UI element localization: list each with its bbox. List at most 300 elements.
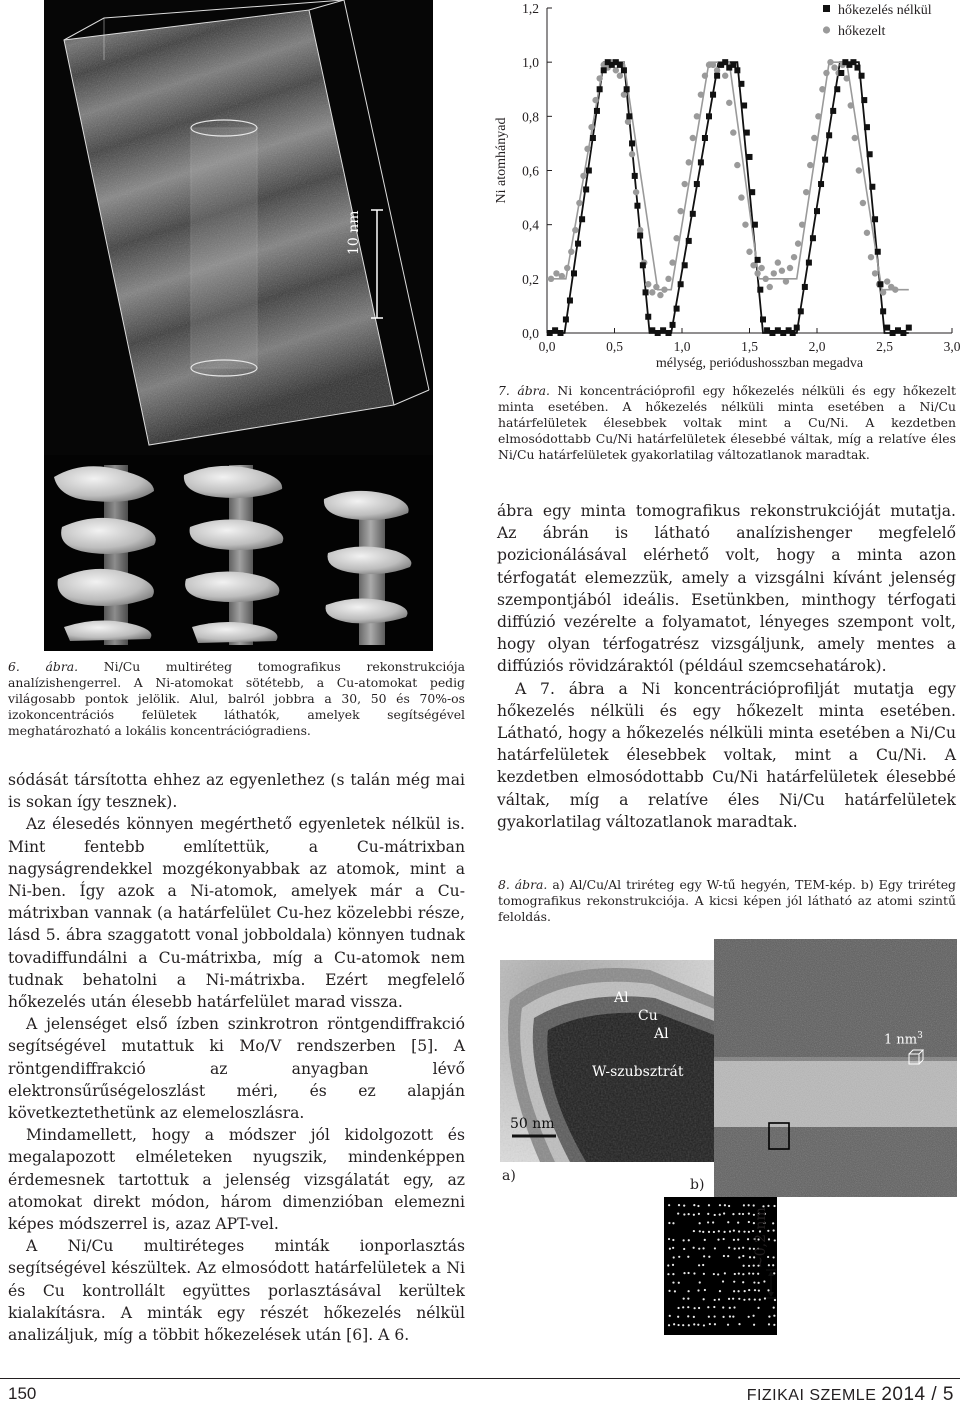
atom-dot <box>748 1298 750 1300</box>
atom-dot <box>714 1247 716 1249</box>
atom-dot <box>703 1298 705 1300</box>
atom-dot <box>699 1222 701 1224</box>
atom-dot <box>743 1204 745 1206</box>
point-annealed <box>730 129 736 135</box>
atom-dot <box>748 1204 750 1206</box>
x-tick-label: 2,0 <box>808 339 826 354</box>
recon-scale-exponent: 3 <box>917 1031 923 1041</box>
atom-dot <box>724 1204 726 1206</box>
atom-dot <box>673 1256 675 1258</box>
atom-dot <box>727 1324 729 1326</box>
atom-dot <box>669 1315 671 1317</box>
chart-points <box>547 59 912 336</box>
point-annealed <box>677 208 683 214</box>
point-annealed <box>758 265 764 271</box>
point-annealed <box>827 59 833 65</box>
point-untreated <box>855 65 861 71</box>
left-paragraph-1: sódását társította ehhez az egyenlethez (s talán még mai is sokan így tesznek). <box>8 771 465 812</box>
atom-dot <box>748 1221 750 1223</box>
fig8a-tem-image <box>500 960 722 1162</box>
atom-dot <box>669 1248 671 1250</box>
point-annealed <box>803 189 809 195</box>
fig8a-label: a) <box>502 1168 516 1184</box>
y-tick-label: 1,0 <box>522 55 539 71</box>
atom-dot <box>703 1255 705 1257</box>
atom-dot <box>714 1214 716 1216</box>
point-untreated <box>583 186 589 192</box>
point-untreated <box>660 327 666 333</box>
x-tick-label: 3,0 <box>943 339 960 354</box>
point-annealed <box>588 124 594 130</box>
point-untreated <box>666 330 672 336</box>
point-untreated <box>690 211 696 217</box>
right-paragraph-2: A 7. ábra a Ni koncentrációprofilját mutatja egy hőkezelés nélküli és egy hőkezelt minta esetében. Látható, hogy a hőkezelés nélküli minta esetében a Ni/Cu határfelületek élesebbek voltak, mint a Cu/Ni. A kezdetben elmosódottabb Cu/Ni határfelületek élesebbé váltak, míg a relatíve éles Ni/Cu határfelületek gyakorlatilag változatlanok maradtak. <box>497 679 956 831</box>
point-annealed <box>645 281 651 287</box>
atom-dot <box>718 1230 720 1232</box>
point-untreated <box>617 62 623 68</box>
legend-marker-untreated <box>823 5 830 12</box>
point-annealed <box>848 102 854 108</box>
atom-dot <box>737 1290 739 1292</box>
atom-dot <box>677 1316 679 1318</box>
point-untreated <box>594 108 600 114</box>
atom-dot <box>748 1231 750 1233</box>
atom-dot <box>768 1316 770 1318</box>
isosurface-70 <box>324 491 412 645</box>
point-untreated <box>626 113 632 119</box>
atom-dot <box>682 1306 684 1308</box>
journal-name <box>747 1384 954 1406</box>
point-untreated <box>877 281 883 287</box>
point-untreated <box>730 62 736 68</box>
atom-dot <box>707 1306 709 1308</box>
point-annealed <box>783 278 789 284</box>
atom-dot <box>748 1289 750 1291</box>
atom-dot <box>728 1298 730 1300</box>
point-untreated <box>884 325 890 331</box>
atom-dot <box>732 1316 734 1318</box>
point-annealed <box>819 86 825 92</box>
point-annealed <box>767 284 773 290</box>
atom-dot <box>774 1239 776 1241</box>
point-annealed <box>665 276 671 282</box>
point-untreated <box>769 330 775 336</box>
fig8b-reconstruction-image <box>714 939 957 1197</box>
recon-scale-value: 1 nm <box>884 1032 918 1048</box>
atom-dot <box>708 1316 710 1318</box>
point-annealed <box>799 221 805 227</box>
atom-dot <box>673 1323 675 1325</box>
point-annealed <box>823 70 829 76</box>
atom-dot <box>752 1273 754 1275</box>
fig6-caption-number: 6. ábra. <box>8 659 79 674</box>
atom-dot <box>742 1281 744 1283</box>
atom-dot <box>734 1273 736 1275</box>
x-tick-label: 1,0 <box>673 339 691 354</box>
point-untreated <box>678 281 684 287</box>
atom-dot <box>748 1265 750 1267</box>
atom-dot <box>727 1255 729 1257</box>
atom-dot <box>759 1298 761 1300</box>
atom-dot <box>683 1239 685 1241</box>
atom-dot <box>668 1238 670 1240</box>
point-annealed <box>710 62 716 68</box>
atom-dot <box>703 1324 705 1326</box>
atom-dot <box>717 1239 719 1241</box>
atom-dot <box>687 1272 689 1274</box>
y-tick-label: 1,2 <box>522 1 539 16</box>
atom-dot <box>719 1214 721 1216</box>
atom-dot <box>729 1230 731 1232</box>
point-annealed <box>576 200 582 206</box>
point-untreated <box>906 325 912 331</box>
point-annealed <box>779 268 785 274</box>
atom-dot <box>723 1238 725 1240</box>
point-annealed <box>617 73 623 79</box>
point-untreated <box>571 270 577 276</box>
atom-dot <box>677 1307 679 1309</box>
point-annealed <box>880 289 886 295</box>
atom-dot <box>704 1289 706 1291</box>
point-untreated <box>637 233 643 239</box>
point-untreated <box>790 330 796 336</box>
fig6-scale-label: 10 nm <box>346 210 362 255</box>
point-untreated <box>814 208 820 214</box>
point-annealed <box>690 135 696 141</box>
atom-dot <box>733 1281 735 1283</box>
right-column-text <box>497 500 956 833</box>
atom-dot <box>718 1298 720 1300</box>
point-untreated <box>867 151 873 157</box>
atom-dot <box>668 1204 670 1206</box>
atom-dot <box>693 1230 695 1232</box>
point-annealed <box>795 240 801 246</box>
atom-dot <box>693 1272 695 1274</box>
footer-rule <box>0 1378 960 1379</box>
point-annealed <box>564 265 570 271</box>
atom-dot <box>723 1255 725 1257</box>
point-untreated <box>838 70 844 76</box>
atom-dot <box>677 1324 679 1326</box>
isosurface-50 <box>184 465 283 645</box>
point-untreated <box>900 330 906 336</box>
atom-dot <box>753 1324 755 1326</box>
point-untreated <box>579 216 585 222</box>
point-annealed <box>746 249 752 255</box>
point-annealed <box>844 75 850 81</box>
recon-scale-label <box>884 1031 923 1047</box>
point-annealed <box>815 113 821 119</box>
point-annealed <box>702 73 708 79</box>
x-tick-label: 1,5 <box>741 339 758 354</box>
point-untreated <box>861 97 867 103</box>
point-annealed <box>807 162 813 168</box>
point-untreated <box>734 67 740 73</box>
point-untreated <box>775 327 781 333</box>
atom-dot <box>757 1273 759 1275</box>
atom-dot <box>707 1221 709 1223</box>
atom-dot <box>672 1247 674 1249</box>
point-annealed <box>686 159 692 165</box>
point-untreated <box>869 184 875 190</box>
atom-dot <box>773 1324 775 1326</box>
atom-dot <box>719 1204 721 1206</box>
point-untreated <box>895 327 901 333</box>
fig7-caption-number: 7. ábra. <box>498 383 550 398</box>
point-untreated <box>621 67 627 73</box>
atom-dot <box>714 1299 716 1301</box>
point-untreated <box>632 173 638 179</box>
atom-dot <box>729 1307 731 1309</box>
point-untreated <box>780 330 786 336</box>
point-untreated <box>649 327 655 333</box>
atom-dot <box>723 1212 725 1214</box>
point-untreated <box>634 203 640 209</box>
chart-legend <box>823 3 932 39</box>
atom-dot <box>722 1316 724 1318</box>
atom-dot <box>713 1231 715 1233</box>
point-annealed <box>884 278 890 284</box>
atom-dot <box>693 1204 695 1206</box>
atom-dot <box>667 1273 669 1275</box>
atom-dot <box>738 1213 740 1215</box>
point-untreated <box>686 238 692 244</box>
tem-label-cu: Cu <box>638 1008 658 1024</box>
atom-dot <box>694 1307 696 1309</box>
point-annealed <box>791 254 797 260</box>
point-untreated <box>567 298 573 304</box>
y-axis-label: Ni atomhányad <box>494 117 509 204</box>
atom-dot <box>683 1205 685 1207</box>
point-annealed <box>657 292 663 298</box>
x-tick-label: 0,5 <box>606 339 623 354</box>
atom-dot <box>733 1290 735 1292</box>
point-annealed <box>559 273 565 279</box>
point-annealed <box>726 100 732 106</box>
point-annealed <box>738 194 744 200</box>
atom-dot <box>738 1230 740 1232</box>
atom-dot <box>698 1264 700 1266</box>
atom-dot <box>722 1306 724 1308</box>
atom-dot <box>738 1256 740 1258</box>
point-untreated <box>575 241 581 247</box>
point-annealed <box>734 162 740 168</box>
atom-dot <box>693 1323 695 1325</box>
atom-dot <box>672 1273 674 1275</box>
point-annealed <box>580 173 586 179</box>
fig8-caption-text: a) Al/Cu/Al triréteg egy W-tű hegyén, TEM-kép. b) Egy triréteg tomografikus rekonstrukciója. A kicsi képen jól látható az atomi szintű feloldás. <box>498 877 956 924</box>
point-untreated <box>872 216 878 222</box>
legend-marker-annealed <box>823 26 830 33</box>
atom-dot <box>754 1289 756 1291</box>
point-untreated <box>694 181 700 187</box>
point-untreated <box>586 168 592 174</box>
point-untreated <box>830 108 836 114</box>
atom-dot <box>773 1205 775 1207</box>
point-untreated <box>706 113 712 119</box>
point-annealed <box>860 200 866 206</box>
journal-title: FIZIKAI SZEMLE <box>746 1387 877 1404</box>
point-annealed <box>625 119 631 125</box>
atom-dot <box>713 1315 715 1317</box>
point-annealed <box>673 235 679 241</box>
point-untreated <box>698 159 704 165</box>
atom-dot <box>688 1213 690 1215</box>
atom-dot <box>773 1315 775 1317</box>
point-annealed <box>592 97 598 103</box>
fig7-caption-text: Ni koncentrációprofil egy hőkezelés nélküli és egy hőkezelt minta esetében. A hőkezelés nélküli minta esetében a Ni/Cu határfelületek élesebbek voltak mint a Cu/Ni. A kezdetben elmosódottabb Cu/Ni határfelületek élesebbé váltak, míg a relatíve éles Ni/Cu határfelületek gyakorlatilag változatlanok maradtak. <box>498 383 956 462</box>
point-untreated <box>747 154 753 160</box>
point-untreated <box>601 67 607 73</box>
fig8-caption <box>498 877 956 925</box>
atom-dot <box>742 1247 744 1249</box>
atom-dot <box>749 1248 751 1250</box>
atom-dot <box>687 1256 689 1258</box>
point-untreated <box>643 289 649 295</box>
point-annealed <box>572 227 578 233</box>
left-paragraph-2: Az élesedés könnyen megérthető egyenletek nélkül is. Mint fentebb említettük, a Cu-mátrixban nagyságrendekkel mozgékonyabbak az atomok, mint a Ni-ben. Így azok a Ni-atomok, amelyek már a Cu-mátrixban vannak (a határfelület Cu-hez közelebbi része, lásd 5. ábra szaggatott vonal jobboldala) könnyen tudnak tovadiffundálni a Cu-mátrixba, míg a Cu-atomok nem tudnak behatolni a Ni-mátrixba. Ezért megfelelő hőkezelés után élesebb határfelület marad vissza. <box>8 815 465 1012</box>
atom-dot <box>748 1316 750 1318</box>
point-annealed <box>633 189 639 195</box>
point-untreated <box>558 330 564 336</box>
point-untreated <box>674 306 680 312</box>
atom-dot <box>667 1264 669 1266</box>
point-annealed <box>669 259 675 265</box>
atom-dot <box>688 1239 690 1241</box>
point-untreated <box>722 59 728 65</box>
atom-dot <box>672 1222 674 1224</box>
atom-dot <box>699 1281 701 1283</box>
point-annealed <box>763 276 769 282</box>
atom-dot <box>729 1315 731 1317</box>
atom-dot <box>702 1264 704 1266</box>
atom-dot <box>668 1324 670 1326</box>
point-annealed <box>548 276 554 282</box>
atom-dot <box>698 1248 700 1250</box>
atom-dot <box>698 1307 700 1309</box>
atom-dot <box>748 1213 750 1215</box>
fig7-caption <box>498 383 956 463</box>
atom-dot <box>687 1315 689 1317</box>
left-paragraph-5: A Ni/Cu multiréteges minták ionporlasztás segítségével készültek. Az elmosódott határfelületek a Ni és Cu kontrollált együttes porlasztásával kerültek kialakításra. A minták egy részét hőkezelés nélkül analizáljuk, míg a többit hőkezelések után [6]. A 6. <box>8 1237 465 1345</box>
point-untreated <box>752 222 758 228</box>
atom-dot <box>683 1213 685 1215</box>
point-annealed <box>852 135 858 141</box>
atom-dot <box>738 1298 740 1300</box>
x-tick-label: 0,0 <box>538 339 556 354</box>
atom-dot <box>688 1324 690 1326</box>
right-paragraph-1: ábra egy minta tomografikus rekonstrukcióját mutatja. Az ábrán is látható analízishenger megfelelő pozicionálásával elérhető volt, hogy a minta azon térfogatát elemezzük, amely a vizsgálni kívánt jelenség szempontjából ideális. Esetünkben, minthogy térfogati diffúzió vezérelte a folyamatot, lényeges szempont volt, hogy olyan térfogatrész vizsgáljunk, amely mentes a diffúziós rövidzáraktól (például szemcsehatárok). <box>497 502 956 676</box>
point-annealed <box>892 286 898 292</box>
atom-dot <box>738 1247 740 1249</box>
point-untreated <box>645 314 651 320</box>
y-tick-label: 0,4 <box>522 217 539 233</box>
point-untreated <box>760 316 766 322</box>
atom-dot <box>687 1290 689 1292</box>
atom-dot <box>693 1214 695 1216</box>
atom-dot <box>668 1222 670 1224</box>
point-untreated <box>880 308 886 314</box>
atom-dot <box>728 1247 730 1249</box>
atom-dot <box>757 1307 759 1309</box>
atom-dot <box>723 1231 725 1233</box>
atom-dot <box>702 1231 704 1233</box>
atom-dot <box>754 1298 756 1300</box>
point-untreated <box>826 132 832 138</box>
atom-dot <box>743 1265 745 1267</box>
point-annealed <box>637 227 643 233</box>
atom-dot <box>719 1290 721 1292</box>
point-untreated <box>864 124 870 130</box>
point-untreated <box>850 59 856 65</box>
point-annealed <box>856 167 862 173</box>
point-annealed <box>629 151 635 157</box>
atom-dot <box>772 1256 774 1258</box>
atom-dot <box>697 1289 699 1291</box>
point-annealed <box>787 265 793 271</box>
atom-dot <box>672 1264 674 1266</box>
atom-dot <box>677 1212 679 1214</box>
point-untreated <box>741 103 747 109</box>
point-annealed <box>698 91 704 97</box>
atom-dot <box>738 1272 740 1274</box>
tem-label-substrate: W-szubsztrát <box>592 1064 684 1080</box>
atom-dot <box>687 1298 689 1300</box>
point-untreated <box>640 262 646 268</box>
atom-dot <box>687 1306 689 1308</box>
point-untreated <box>834 86 840 92</box>
inset-scale-label: ~0,2 nm <box>753 1207 769 1268</box>
atom-dot <box>668 1290 670 1292</box>
atom-dot <box>747 1238 749 1240</box>
point-untreated <box>890 330 896 336</box>
atom-dot <box>703 1273 705 1275</box>
point-annealed <box>649 289 655 295</box>
point-annealed <box>661 286 667 292</box>
isosurface-30 <box>54 465 156 645</box>
atom-dot <box>678 1204 680 1206</box>
atom-dot <box>708 1204 710 1206</box>
atom-dot <box>678 1282 680 1284</box>
point-annealed <box>872 270 878 276</box>
left-paragraph-3: A jelenséget első ízben szinkrotron röntgendiffrakció segítségével mutattuk ki Mo/V rendszerben [5]. A röntgendiffrakció az anyagban lévő elektronsűrűségeloszlást méri, és ez alapján következtethetünk az elemeloszlásra. <box>8 1015 465 1123</box>
point-annealed <box>682 181 688 187</box>
y-tick-label: 0,8 <box>522 109 539 125</box>
fig8-caption-number: 8. ábra. <box>498 877 548 892</box>
journal-issue: 2014 / 5 <box>881 1384 954 1405</box>
point-untreated <box>670 322 676 328</box>
point-annealed <box>864 230 870 236</box>
atom-dot <box>683 1298 685 1300</box>
atom-dot <box>744 1290 746 1292</box>
atom-dot <box>698 1213 700 1215</box>
atom-dot <box>708 1256 710 1258</box>
atom-dot <box>722 1280 724 1282</box>
atom-dot <box>737 1239 739 1241</box>
atom-dot <box>693 1247 695 1249</box>
point-untreated <box>806 260 812 266</box>
fig8b-label: b) <box>690 1177 705 1193</box>
atom-dot <box>772 1222 774 1224</box>
point-untreated <box>802 284 808 290</box>
atom-dot <box>749 1256 751 1258</box>
fig6-caption <box>8 659 465 739</box>
point-untreated <box>749 189 755 195</box>
atom-dot <box>672 1239 674 1241</box>
atom-dot <box>712 1221 714 1223</box>
atom-dot <box>717 1273 719 1275</box>
page-number: 150 <box>8 1384 37 1403</box>
